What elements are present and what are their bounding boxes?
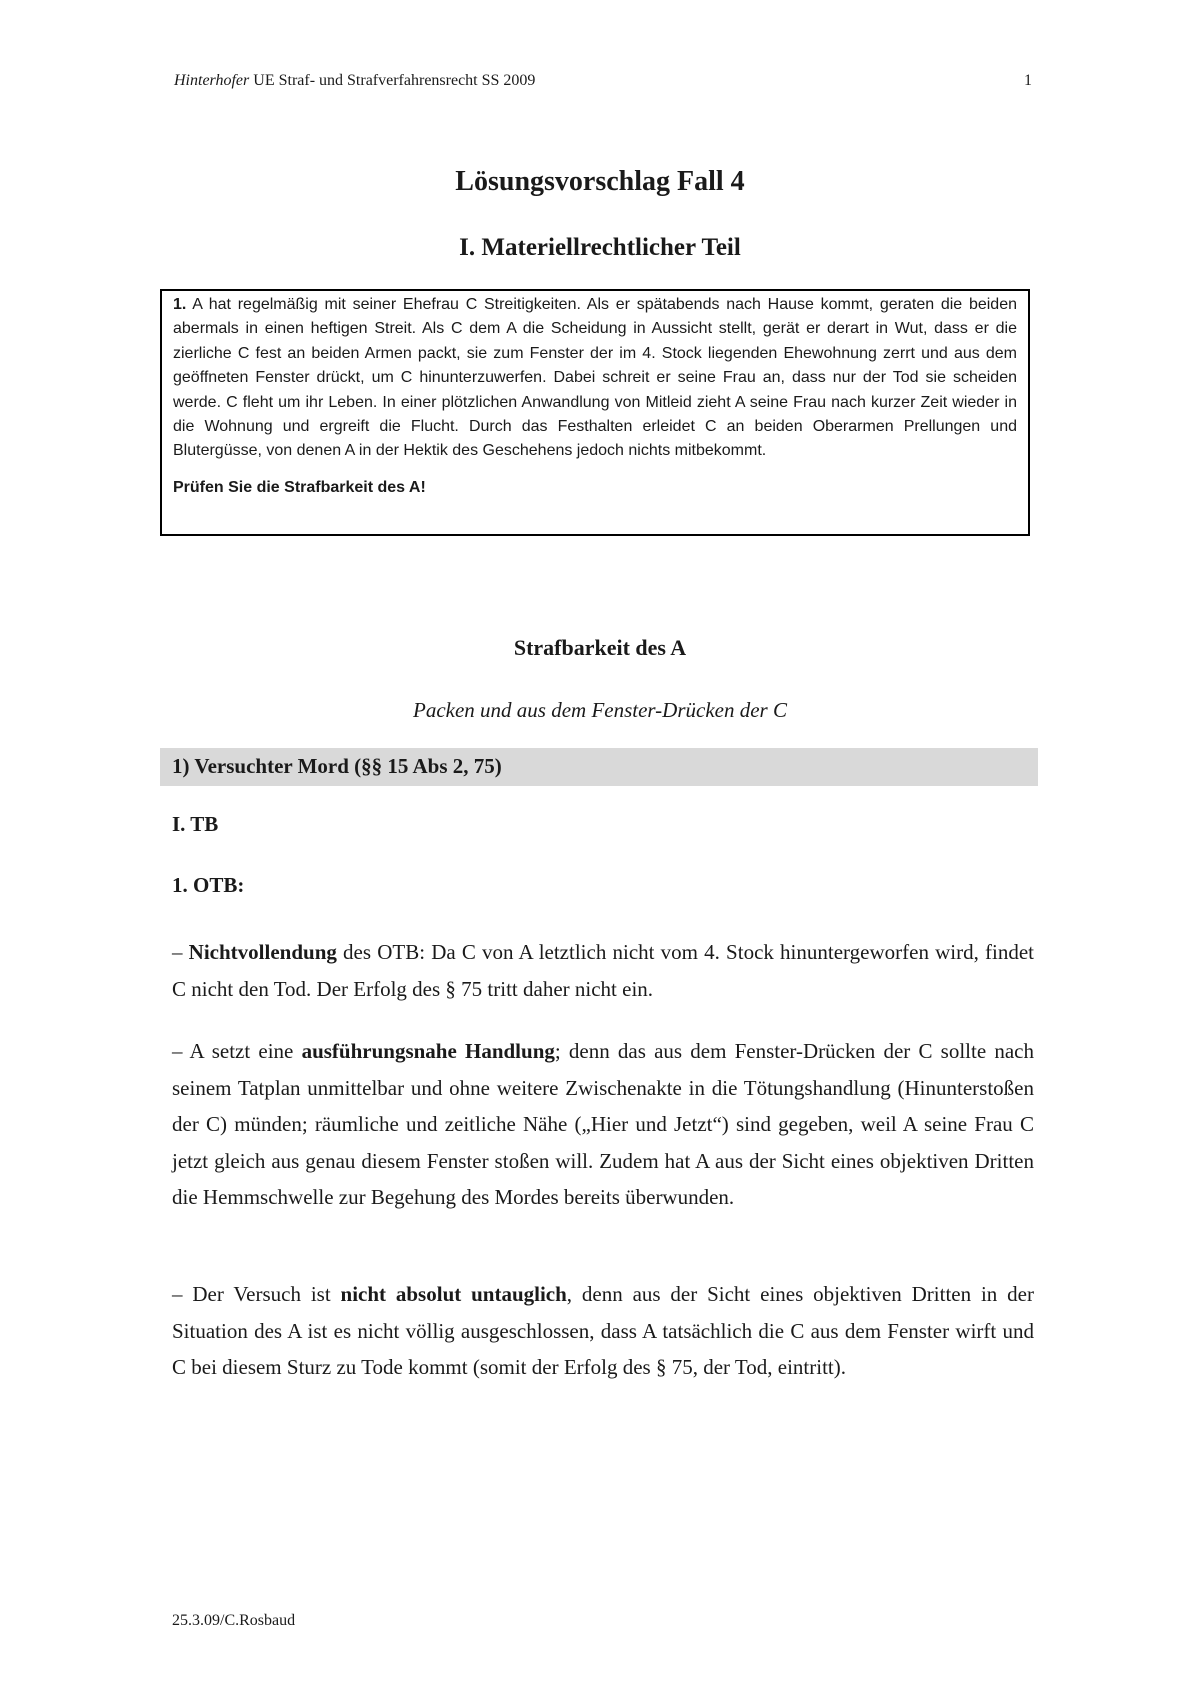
case-text xyxy=(173,293,1017,464)
paragraph-2-bold: ausführungsnahe Handlung xyxy=(301,1039,555,1063)
paragraph-1-bold: Nichtvollendung xyxy=(188,940,337,964)
paragraph-2-rest: ; denn das aus dem Fenster-Drücken der C sollte nach seinem Tatplan unmittelbar und ohne weitere Zwischenakte in die Tötungshandlung (Hinunterstoßen der C) münden; räumliche und zeitliche Nähe („Hier und Jetzt“) sind gegeben, weil A seine Frau C jetzt gleich aus genau diesem Fenster stoßen will. Zudem hat A aus der Sicht eines objektiven Dritten die Hemmschwelle zur Begehung des Mordes bereits überwunden. xyxy=(172,1039,1035,1209)
paragraph-2 xyxy=(172,1033,1034,1216)
heading-tb: I. TB xyxy=(172,812,219,836)
page-footer: 25.3.09/C.Rosbaud xyxy=(172,1612,296,1629)
case-body: A hat regelmäßig mit seiner Ehefrau C Streitigkeiten. Als er spätabends nach Hause kommt, geraten die beiden abermals in einen heftigen Streit. Als C dem A die Scheidung in Aussicht stellt, gerät er derart in Wut, dass er die zierliche C fest an beiden Armen packt, sie zum Fenster der im 4. Stock liegenden Ehewohnung zerrt und aus dem geöffneten Fenster drückt, um C hinunterzuwerfen. Dabei schreit er seine Frau an, dass nur der Tod sie scheiden werde. C fleht um ihr Leben. In einer plötzlichen Anwandlung von Mitleid zieht A seine Frau nach kurzer Zeit wieder in die Wohnung und ergreift die Flucht. Durch das Festhalten erleidet C an beiden Oberarmen Prellungen und Blutergüsse, von denen A in der Hektik des Geschehens jedoch nichts mitbekommt. xyxy=(173,296,1017,460)
header-author: Hinterhofer xyxy=(174,72,250,89)
document-title: Lösungsvorschlag Fall 4 xyxy=(455,166,745,197)
paragraph-1-lead: – xyxy=(172,940,189,964)
section-title: Strafbarkeit des A xyxy=(513,635,687,660)
case-number: 1. xyxy=(173,296,187,313)
part-heading: I. Materiellrechtlicher Teil xyxy=(459,234,741,261)
heading-bar-text: 1) Versuchter Mord (§§ 15 Abs 2, 75) xyxy=(172,754,502,778)
section-subtitle: Packen und aus dem Fenster-Drücken der C xyxy=(413,698,787,722)
paragraph-3 xyxy=(172,1276,1034,1386)
header-course: UE Straf- und Strafverfahrensrecht SS 2009 xyxy=(249,72,536,89)
paragraph-3-lead: – Der Versuch ist xyxy=(172,1282,341,1306)
paragraph-1 xyxy=(172,934,1034,1007)
paragraph-2-lead: – A setzt eine xyxy=(172,1039,302,1063)
paragraph-3-rest: , denn aus der Sicht eines objektiven Dritten in der Situation des A ist es nicht völlig ausgeschlossen, dass A tatsächlich die C aus dem Fenster wirft und C bei diesem Sturz zu Tode kommt (somit der Erfolg des § 75, der Tod, eintritt). xyxy=(172,1282,1034,1379)
paragraph-3-bold: nicht absolut untauglich xyxy=(340,1282,567,1306)
heading-otb: 1. OTB: xyxy=(172,873,245,897)
page-number: 1 xyxy=(1024,72,1032,89)
case-task: Prüfen Sie die Strafbarkeit des A! xyxy=(173,478,426,496)
paragraph-1-rest: des OTB: Da C von A letztlich nicht vom 4. Stock hinuntergeworfen wird, findet C nicht den Tod. Der Erfolg des § 75 tritt daher nicht ein. xyxy=(172,940,1035,1001)
page-header xyxy=(174,72,1032,90)
case-box xyxy=(160,289,1030,536)
heading-bar xyxy=(160,748,1038,786)
